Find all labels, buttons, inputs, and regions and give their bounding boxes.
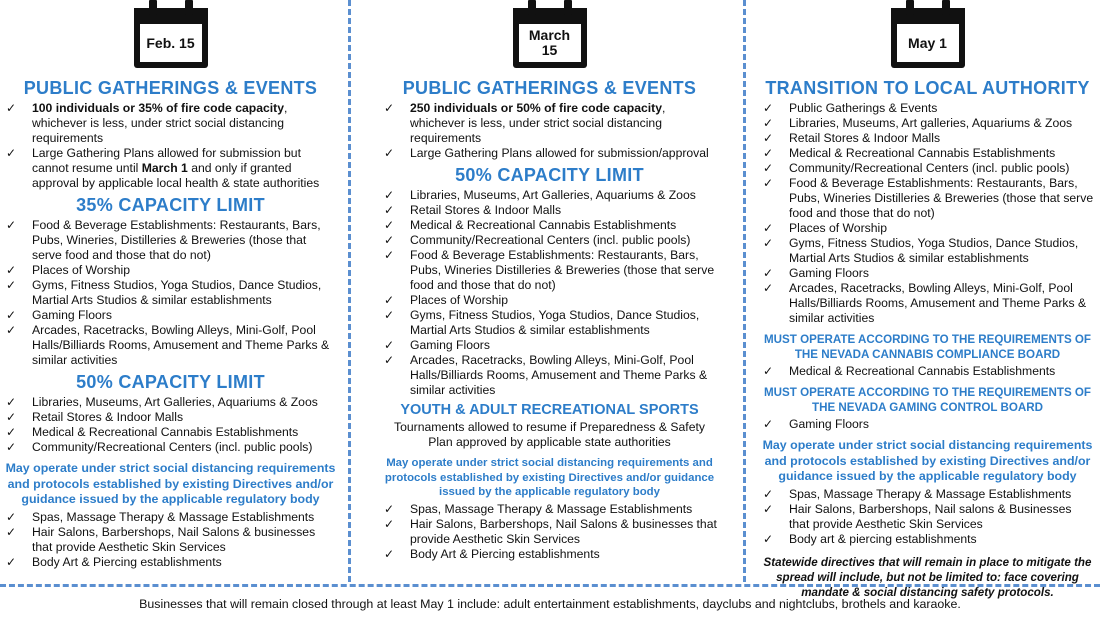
list-item: ✓ 100 individuals or 35% of fire code capacity, whichever is less, under strict social distancing requirements xyxy=(6,101,288,145)
list-item: ✓ Body Art & Piercing establishments xyxy=(6,554,222,569)
list-item: ✓ Retail Stores & Indoor Malls xyxy=(6,410,184,424)
list-item: ✓ Medical & Recreational Cannabis Establishments xyxy=(384,218,677,232)
list-item: ✓ Gaming Floors xyxy=(384,338,490,352)
calendar-icon xyxy=(134,0,208,68)
calendar-date: May 1 xyxy=(897,24,959,62)
section-heading: 50% CAPACITY LIMIT xyxy=(455,165,644,185)
section-heading: 50% CAPACITY LIMIT xyxy=(76,372,265,392)
capacity-50-list xyxy=(382,188,717,398)
gathering-list xyxy=(4,101,337,191)
section-heading: 35% CAPACITY LIMIT xyxy=(76,195,265,215)
phase-may-1 xyxy=(761,0,1094,599)
list-item: ✓ Hair Salons, Barbershops, Nail Salons & businesses that provide Aesthetic Skin Services xyxy=(6,524,316,554)
list-item: ✓ Spas, Massage Therapy & Massage Establishments xyxy=(6,509,315,524)
list-item: ✓ Gaming Floors xyxy=(763,417,869,431)
calendar-icon xyxy=(513,0,587,68)
list-item: ✓ Libraries, Museums, Art Galleries, Aquariums & Zoos xyxy=(384,188,696,202)
list-item: ✓ Arcades, Racetracks, Bowling Alleys, Mini-Golf, Pool Halls/Billiards Rooms, Amusement and Theme Parks & similar activities xyxy=(6,323,330,367)
list-item: ✓ Retail Stores & Indoor Malls xyxy=(384,203,562,217)
capacity-35-list xyxy=(4,218,337,368)
strict-distancing-note: May operate under strict social distancing requirements and protocols established by existing Directives and/or guidance issued by the applicable regulatory body xyxy=(762,438,1093,483)
phase-march-15 xyxy=(382,0,717,580)
cannabis-board-heading: MUST OPERATE ACCORDING TO THE REQUIREMENTS OF THE NEVADA CANNABIS COMPLIANCE BOARD xyxy=(764,333,1091,361)
list-item: ✓ Large Gathering Plans allowed for submission/approval xyxy=(384,146,709,160)
list-item: ✓ Places of Worship xyxy=(6,263,130,277)
strict-distancing-note: May operate under strict social distancing requirements and protocols established by existing Directives and/or guidance issued by the applicable regulatory body xyxy=(384,457,715,498)
list-item: ✓ Arcades, Racetracks, Bowling Alleys, Mini-Golf, Pool Halls/Billiards Rooms, Amusement and Theme Parks & similar activities xyxy=(384,353,708,397)
list-item: ✓ Spas, Massage Therapy & Massage Establishments xyxy=(763,486,1072,501)
list-item: ✓ Medical & Recreational Cannabis Establishments xyxy=(6,425,299,439)
list-item: ✓ Gaming Floors xyxy=(6,308,112,322)
gathering-list xyxy=(382,101,717,161)
section-heading: YOUTH & ADULT RECREATIONAL SPORTS xyxy=(400,402,699,418)
list-item: ✓ Community/Recreational Centers (incl. public pools) xyxy=(6,440,313,454)
list-item: ✓ Medical & Recreational Cannabis Establishments xyxy=(763,146,1056,160)
capacity-50-list xyxy=(4,395,337,455)
list-item: ✓ Arcades, Racetracks, Bowling Alleys, Mini-Golf, Pool Halls/Billiards Rooms, Amusement and Theme Parks & similar activities xyxy=(763,281,1087,325)
column-divider xyxy=(743,0,746,582)
list-item: ✓ Libraries, Museums, Art Galleries, Aquariums & Zoos xyxy=(6,395,318,409)
section-heading: TRANSITION TO LOCAL AUTHORITY xyxy=(765,78,1090,98)
list-item: ✓ Places of Worship xyxy=(763,221,887,235)
list-item: ✓ Gaming Floors xyxy=(763,266,869,280)
list-item: ✓ Large Gathering Plans allowed for submission but cannot resume until March 1 and only if granted approval by applicable local health & state authorities xyxy=(6,146,320,190)
strict-list xyxy=(4,510,337,570)
list-item: ✓ Community/Recreational Centers (incl. public pools) xyxy=(763,161,1070,175)
gaming-list xyxy=(761,417,1094,432)
list-item: ✓ 250 individuals or 50% of fire code capacity, whichever is less, under strict social distancing requirements xyxy=(384,101,666,145)
gaming-board-heading: MUST OPERATE ACCORDING TO THE REQUIREMENTS OF THE NEVADA GAMING CONTROL BOARD xyxy=(764,386,1091,414)
column-divider xyxy=(348,0,351,582)
list-item: ✓ Food & Beverage Establishments: Restaurants, Bars, Pubs, Wineries Distilleries & Breweries (those that serve food and those that do not) xyxy=(763,176,1094,220)
list-item: ✓ Hair Salons, Barbershops, Nail Salons & businesses that provide Aesthetic Skin Services xyxy=(384,516,717,546)
list-item: ✓ Gyms, Fitness Studios, Yoga Studios, Dance Studios, Martial Arts Studios & similar establishments xyxy=(384,308,700,337)
phase-feb-15 xyxy=(4,0,337,580)
list-item: ✓ Gyms, Fitness Studios, Yoga Studios, Dance Studios, Martial Arts Studios & similar establishments xyxy=(763,236,1079,265)
list-item: ✓ Medical & Recreational Cannabis Establishments xyxy=(763,364,1056,378)
list-item: ✓ Places of Worship xyxy=(384,293,508,307)
strict-list xyxy=(761,487,1094,547)
list-item: ✓ Gyms, Fitness Studios, Yoga Studios, Dance Studios, Martial Arts Studios & similar establishments xyxy=(6,278,322,307)
strict-list xyxy=(382,502,717,562)
section-heading: PUBLIC GATHERINGS & EVENTS xyxy=(402,78,697,98)
section-heading: PUBLIC GATHERINGS & EVENTS xyxy=(23,78,318,98)
statewide-directives-note: Statewide directives that will remain in place to mitigate the spread will include, but not be limited to: face covering mandate & social distancing safety protocols. xyxy=(763,555,1092,599)
cannabis-list xyxy=(761,364,1094,379)
list-item: ✓ Hair Salons, Barbershops, Nail salons & Businesses that provide Aesthetic Skin Services xyxy=(763,501,1072,531)
calendar-date: March 15 xyxy=(519,24,581,62)
list-item: ✓ Spas, Massage Therapy & Massage Establishments xyxy=(384,501,693,516)
list-item: ✓ Body Art & Piercing establishments xyxy=(384,546,600,561)
calendar-icon xyxy=(891,0,965,68)
local-authority-list xyxy=(761,101,1094,326)
list-item: ✓ Libraries, Museums, Art galleries, Aquariums & Zoos xyxy=(763,116,1073,130)
list-item: ✓ Community/Recreational Centers (incl. public pools) xyxy=(384,233,691,247)
list-item: ✓ Food & Beverage Establishments: Restaurants, Bars, Pubs, Wineries Distilleries & Breweries (those that serve food and those that do not) xyxy=(384,248,715,292)
list-item: ✓ Food & Beverage Establishments: Restaurants, Bars, Pubs, Wineries, Distilleries & Breweries (those that serve food and those that do not) xyxy=(6,218,321,262)
calendar-date: Feb. 15 xyxy=(140,24,202,62)
youth-sports-text: Tournaments allowed to resume if Preparedness & Safety Plan approved by applicable state authorities xyxy=(394,420,705,449)
list-item: ✓ Public Gatherings & Events xyxy=(763,101,938,115)
footer-closed-businesses: Businesses that will remain closed through at least May 1 include: adult entertainment establishments, dayclubs and nightclubs, brothels and karaoke. xyxy=(139,597,961,611)
list-item: ✓ Body art & piercing establishments xyxy=(763,531,977,546)
list-item: ✓ Retail Stores & Indoor Malls xyxy=(763,131,941,145)
strict-distancing-note: May operate under strict social distancing requirements and protocols established by existing Directives and/or guidance issued by the applicable regulatory body xyxy=(5,461,336,506)
